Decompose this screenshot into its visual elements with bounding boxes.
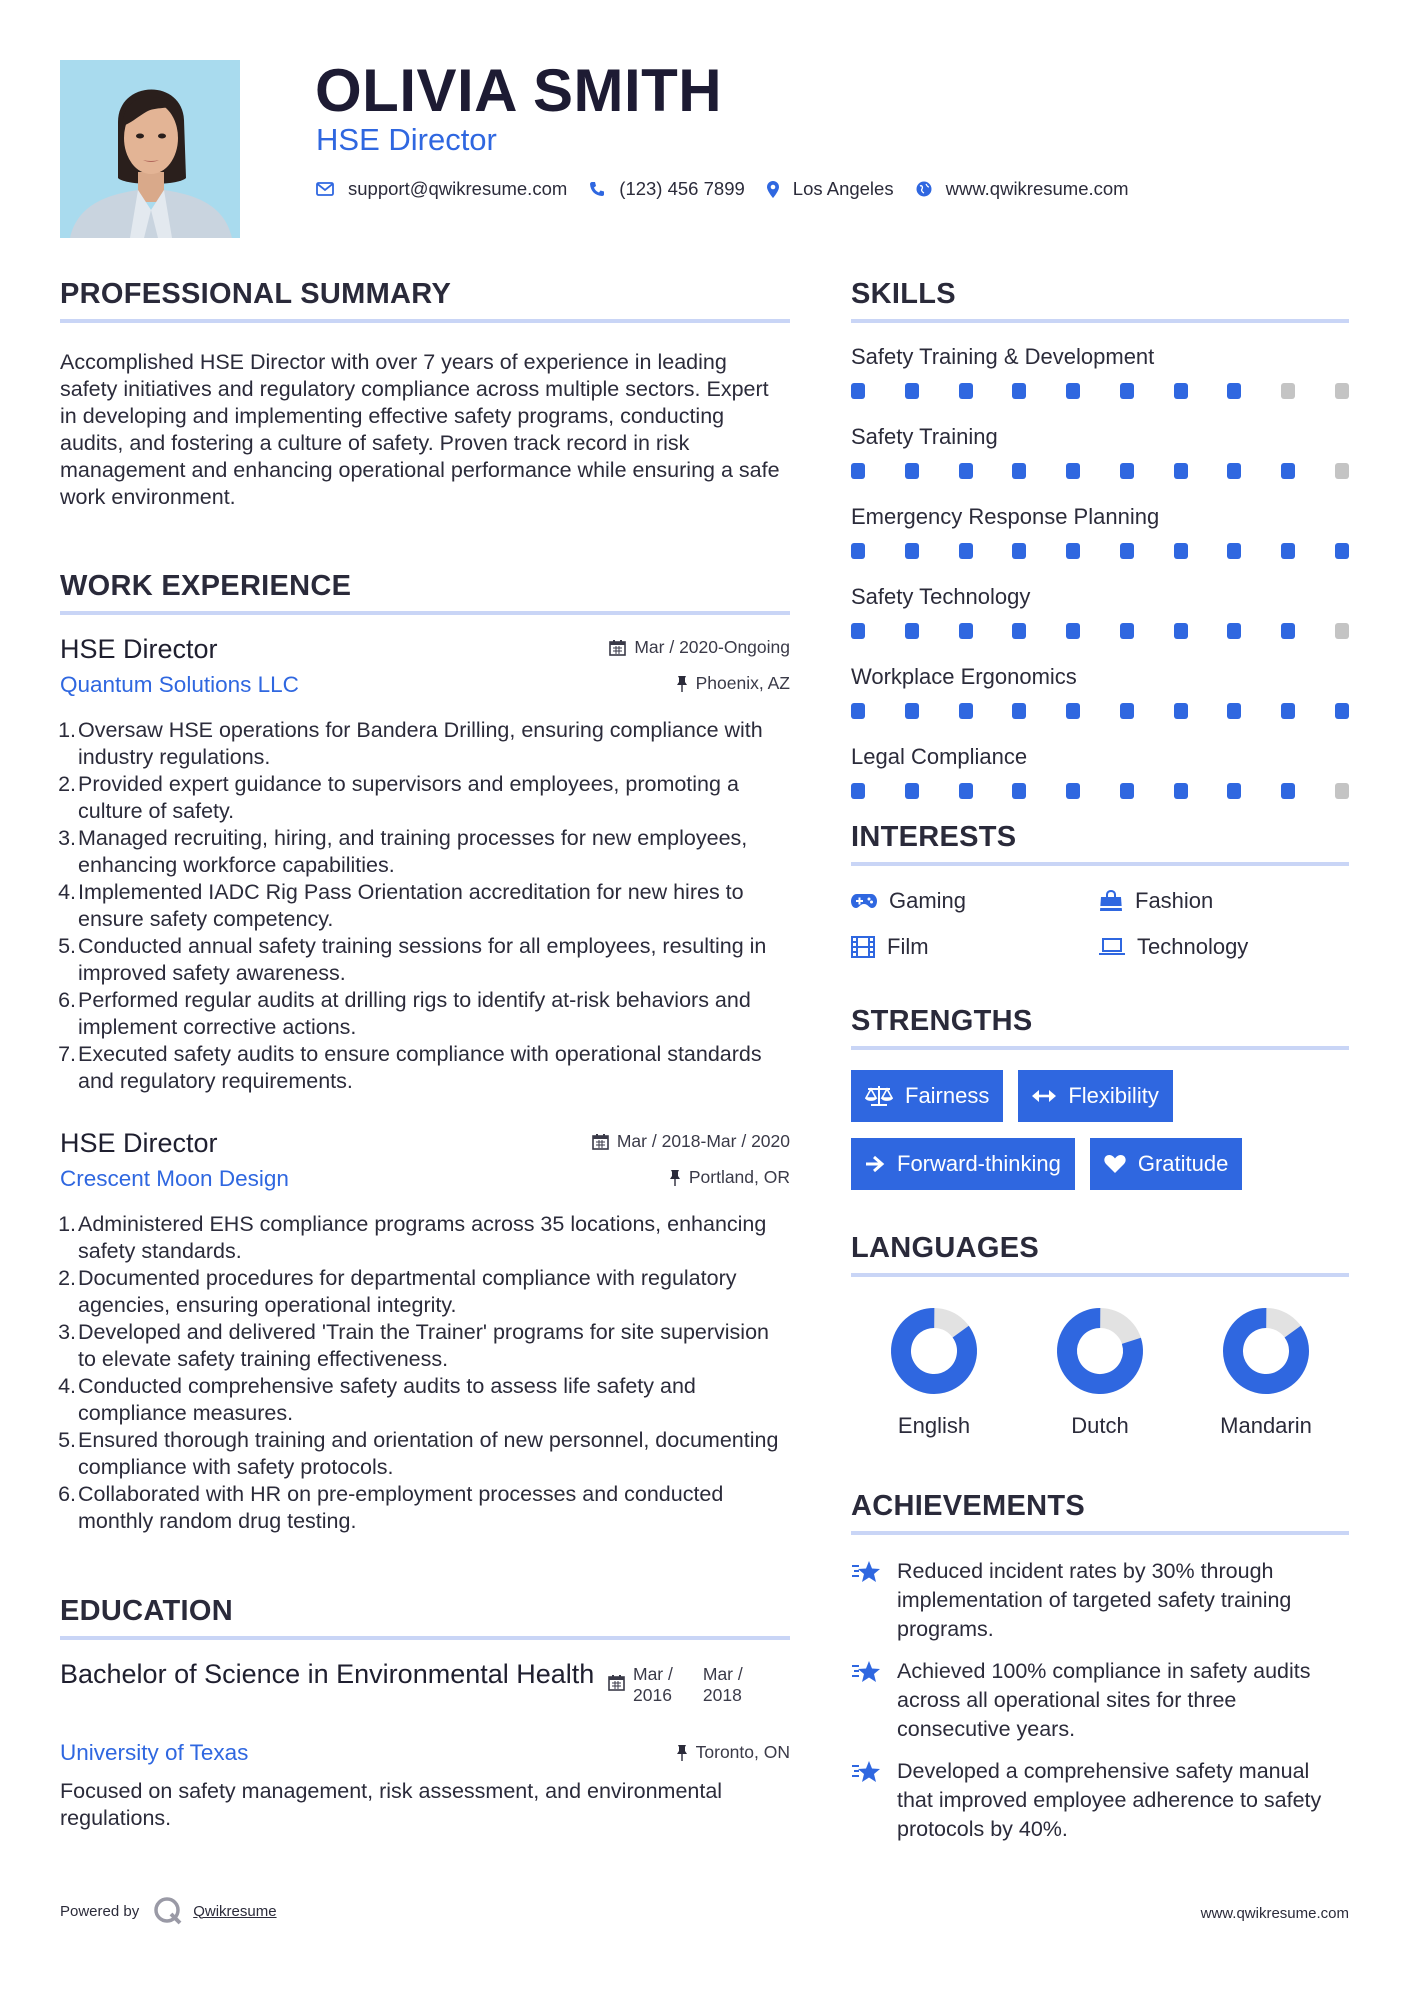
job-company: Crescent Moon Design xyxy=(60,1166,289,1191)
rating-dot-filled xyxy=(1174,703,1188,719)
candidate-title: HSE Director xyxy=(316,122,497,157)
job-company: Quantum Solutions LLC xyxy=(60,672,299,697)
rating-dot-filled xyxy=(1335,543,1349,559)
skill-rating xyxy=(851,623,1349,639)
rating-dot-filled xyxy=(1120,703,1134,719)
education-description: Focused on safety management, risk assessment, and environmental regulations. xyxy=(60,1779,723,1830)
rating-dot-filled xyxy=(905,623,919,639)
interests-section xyxy=(851,820,1349,962)
interest-item xyxy=(1099,932,1349,962)
rating-dot-filled xyxy=(1335,703,1349,719)
rating-dot-filled xyxy=(851,543,865,559)
skills-section xyxy=(851,277,1349,824)
skill-item xyxy=(851,504,1349,559)
skill-name: Safety Training & Development xyxy=(851,344,1155,369)
education-date xyxy=(608,1664,743,1706)
work-heading: WORK EXPERIENCE xyxy=(60,570,352,602)
language-item xyxy=(851,1307,1017,1439)
film-icon xyxy=(851,936,875,958)
skill-item xyxy=(851,584,1349,639)
rating-dot-filled xyxy=(1120,783,1134,799)
job-entry xyxy=(60,633,790,1095)
skill-item xyxy=(851,344,1349,399)
achievements-heading: ACHIEVEMENTS xyxy=(851,1490,1086,1522)
pin-icon xyxy=(669,1169,681,1187)
strength-tag xyxy=(851,1138,1075,1190)
rating-dot-filled xyxy=(1281,543,1295,559)
rating-dot-filled xyxy=(905,783,919,799)
location-text: Los Angeles xyxy=(792,178,894,199)
calendar-icon xyxy=(609,639,626,656)
work-section xyxy=(60,569,790,615)
pin-icon xyxy=(676,1744,688,1762)
candidate-name: OLIVIA SMITH xyxy=(315,57,723,124)
globe-icon xyxy=(916,181,932,197)
skill-name: Emergency Response Planning xyxy=(851,504,1160,529)
language-proficiency-ring xyxy=(1056,1307,1144,1395)
rating-dot-filled xyxy=(1281,783,1295,799)
rating-dot-filled xyxy=(1174,383,1188,399)
skill-rating xyxy=(851,463,1349,479)
rating-dot-filled xyxy=(1066,383,1080,399)
job-date-text: Mar / 2020-Ongoing xyxy=(634,637,790,657)
interest-label: Fashion xyxy=(1135,888,1214,913)
rating-dot-filled xyxy=(851,463,865,479)
rating-dot-filled xyxy=(1227,703,1241,719)
summary-text: Accomplished HSE Director with over 7 years of experience in leading safety initiatives and regulatory compliance across multiple sectors. Expert in developing and implementing effective safety programs, conducting audits, and fostering a culture of safety. Proven track record in risk management and enhancing operational performance while ensuring a safe work environment. xyxy=(60,350,780,509)
contact-email[interactable] xyxy=(316,178,567,200)
rating-dot-empty xyxy=(1335,783,1349,799)
envelope-icon xyxy=(316,182,334,196)
rating-dot-filled xyxy=(959,783,973,799)
rating-dot-filled xyxy=(1174,623,1188,639)
job-date xyxy=(592,1131,790,1152)
skill-item xyxy=(851,744,1349,799)
achievement-text: Reduced incident rates by 30% through implementation of targeted safety training programs. xyxy=(897,1559,1292,1641)
rating-dot-filled xyxy=(1012,703,1026,719)
language-name: Dutch xyxy=(1071,1413,1129,1438)
ring-fill xyxy=(1222,1307,1310,1395)
powered-by-text: Powered by xyxy=(60,1902,140,1920)
education-start-month: Mar / xyxy=(633,1664,673,1684)
rating-dot-filled xyxy=(1012,463,1026,479)
shopping-bag-icon xyxy=(1099,890,1123,912)
summary-divider xyxy=(60,319,790,323)
rating-dot-filled xyxy=(1012,543,1026,559)
job-bullets xyxy=(60,717,790,1095)
pin-icon xyxy=(676,675,688,693)
rating-dot-filled xyxy=(1066,623,1080,639)
rating-dot-empty xyxy=(1281,383,1295,399)
qwikresume-logo-icon xyxy=(153,1896,183,1926)
rating-dot-filled xyxy=(1066,463,1080,479)
skill-rating xyxy=(851,783,1349,799)
skills-heading: SKILLS xyxy=(851,278,956,310)
rating-dot-empty xyxy=(1335,463,1349,479)
star-icon xyxy=(851,1660,883,1684)
skill-rating xyxy=(851,543,1349,559)
language-item xyxy=(1017,1307,1183,1439)
list-item: 7. Executed safety audits to ensure compliance with operational standards and regulatory requirements. xyxy=(58,1042,762,1093)
website-text: www.qwikresume.com xyxy=(945,178,1129,199)
rating-dot-filled xyxy=(851,703,865,719)
gamepad-icon xyxy=(851,893,877,909)
language-proficiency-ring xyxy=(1222,1307,1310,1395)
rating-dot-filled xyxy=(1120,543,1134,559)
arrow-right-icon xyxy=(865,1155,885,1173)
strengths-section xyxy=(851,1004,1349,1206)
list-item: 1. Administered EHS compliance programs across 35 locations, enhancing safety standards. xyxy=(58,1212,767,1263)
education-end-month: Mar / xyxy=(702,1664,743,1684)
skill-name: Legal Compliance xyxy=(851,744,1028,769)
rating-dot-filled xyxy=(1227,783,1241,799)
strength-tag xyxy=(1090,1138,1243,1190)
job-entry xyxy=(60,1127,790,1535)
rating-dot-filled xyxy=(1227,383,1241,399)
job-date xyxy=(609,637,790,658)
rating-dot-filled xyxy=(1120,383,1134,399)
achievement-item xyxy=(851,1557,1349,1644)
footer-website[interactable]: www.qwikresume.com xyxy=(1200,1905,1349,1922)
email-text: support@qwikresume.com xyxy=(348,178,568,199)
profile-photo xyxy=(60,60,240,238)
rating-dot-filled xyxy=(1227,463,1241,479)
rating-dot-filled xyxy=(1227,543,1241,559)
education-entry xyxy=(60,1658,790,1832)
phone-text: (123) 456 7899 xyxy=(619,178,745,199)
strength-label: Gratitude xyxy=(1137,1151,1229,1176)
calendar-icon xyxy=(608,1674,625,1691)
strength-tag xyxy=(851,1070,1003,1122)
list-item: 3. Developed and delivered 'Train the Trainer' programs for site supervision to elevate safety training effectiveness. xyxy=(58,1320,769,1371)
rating-dot-filled xyxy=(1281,623,1295,639)
heart-icon xyxy=(1104,1154,1126,1174)
strength-label: Forward-thinking xyxy=(897,1151,1061,1176)
contact-location xyxy=(767,178,894,200)
list-item: 4. Conducted comprehensive safety audits to assess life safety and compliance measures. xyxy=(58,1374,696,1425)
interest-item xyxy=(1099,886,1349,916)
contact-bar xyxy=(316,178,1151,200)
interest-label: Film xyxy=(887,934,929,959)
rating-dot-filled xyxy=(1012,783,1026,799)
job-location-text: Portland, OR xyxy=(688,1167,790,1187)
rating-dot-empty xyxy=(1335,623,1349,639)
language-name: English xyxy=(897,1413,971,1438)
list-item: 2. Documented procedures for departmental compliance with regulatory agencies, ensuring operational integrity. xyxy=(58,1266,737,1317)
rating-dot-filled xyxy=(1174,463,1188,479)
job-location-text: Phoenix, AZ xyxy=(695,673,790,693)
rating-dot-filled xyxy=(905,383,919,399)
contact-website[interactable] xyxy=(916,178,1129,200)
calendar-icon xyxy=(592,1133,609,1150)
star-icon xyxy=(851,1760,883,1784)
skill-name: Safety Training xyxy=(851,424,998,449)
interest-item xyxy=(851,886,1099,916)
rating-dot-filled xyxy=(1281,463,1295,479)
rating-dot-filled xyxy=(1174,783,1188,799)
strength-tag xyxy=(1018,1070,1172,1122)
education-start-year: 2016 xyxy=(633,1685,672,1705)
languages-heading: LANGUAGES xyxy=(851,1232,1039,1264)
brand-link[interactable]: Qwikresume xyxy=(193,1902,277,1920)
interest-item xyxy=(851,932,1099,962)
rating-dot-filled xyxy=(959,623,973,639)
interest-label: Technology xyxy=(1137,934,1249,959)
arrows-horizontal-icon xyxy=(1032,1089,1056,1103)
strength-label: Fairness xyxy=(905,1083,990,1108)
rating-dot-filled xyxy=(959,703,973,719)
skill-item xyxy=(851,664,1349,719)
strength-label: Flexibility xyxy=(1068,1083,1159,1108)
achievements-divider xyxy=(851,1531,1349,1535)
list-item: 6. Performed regular audits at drilling rigs to identify at-risk behaviors and implement corrective actions. xyxy=(58,988,751,1039)
list-item: 6. Collaborated with HR on pre-employment processes and conducted monthly random drug testing. xyxy=(58,1482,724,1533)
strengths-divider xyxy=(851,1046,1349,1050)
rating-dot-filled xyxy=(905,543,919,559)
skill-name: Workplace Ergonomics xyxy=(851,664,1077,689)
job-title: HSE Director xyxy=(60,1128,218,1158)
education-degree: Bachelor of Science in Environmental Health xyxy=(60,1659,595,1689)
summary-heading: PROFESSIONAL SUMMARY xyxy=(60,278,452,310)
education-school: University of Texas xyxy=(60,1740,249,1765)
list-item: 2. Provided expert guidance to supervisors and employees, promoting a culture of safety. xyxy=(58,772,739,823)
rating-dot-filled xyxy=(905,463,919,479)
rating-dot-filled xyxy=(959,543,973,559)
rating-dot-filled xyxy=(1066,543,1080,559)
education-location-text: Toronto, ON xyxy=(695,1742,790,1762)
interest-label: Gaming xyxy=(889,888,967,913)
list-item: 3. Managed recruiting, hiring, and training processes for new employees, enhancing workforce capabilities. xyxy=(58,826,748,877)
list-item: 5. Ensured thorough training and orientation of new personnel, documenting compliance with safety protocols. xyxy=(58,1428,779,1479)
education-end-year: 2018 xyxy=(702,1685,742,1705)
education-location xyxy=(676,1742,790,1763)
rating-dot-empty xyxy=(1335,383,1349,399)
job-date-text: Mar / 2018-Mar / 2020 xyxy=(616,1131,790,1151)
rating-dot-filled xyxy=(1012,383,1026,399)
job-location xyxy=(676,673,790,694)
achievements-section xyxy=(851,1489,1349,1844)
ring-fill xyxy=(890,1307,978,1395)
star-icon xyxy=(851,1560,883,1584)
rating-dot-filled xyxy=(851,623,865,639)
rating-dot-filled xyxy=(851,383,865,399)
achievement-text: Achieved 100% compliance in safety audits across all operational sites for three consecutive years. xyxy=(897,1659,1311,1741)
rating-dot-filled xyxy=(1066,703,1080,719)
work-divider xyxy=(60,611,790,615)
skills-list xyxy=(851,344,1349,799)
job-bullets xyxy=(60,1211,790,1535)
languages-divider xyxy=(851,1273,1349,1277)
map-marker-icon xyxy=(767,181,779,198)
skill-rating xyxy=(851,703,1349,719)
skill-item xyxy=(851,424,1349,479)
list-item: 5. Conducted annual safety training sessions for all employees, resulting in improved safety awareness. xyxy=(58,934,767,985)
contact-phone[interactable] xyxy=(589,178,745,200)
language-name: Mandarin xyxy=(1220,1413,1312,1438)
footer-powered-by xyxy=(60,1896,277,1926)
rating-dot-filled xyxy=(1012,623,1026,639)
rating-dot-filled xyxy=(905,703,919,719)
summary-section xyxy=(60,277,790,511)
language-item xyxy=(1183,1307,1349,1439)
list-item: 1. Oversaw HSE operations for Bandera Drilling, ensuring compliance with industry regulations. xyxy=(58,718,763,769)
rating-dot-filled xyxy=(851,783,865,799)
education-divider xyxy=(60,1636,790,1640)
rating-dot-filled xyxy=(1281,703,1295,719)
achievement-text: Developed a comprehensive safety manual that improved employee adherence to safety protocols by 40%. xyxy=(897,1759,1322,1841)
job-location xyxy=(669,1167,790,1188)
rating-dot-filled xyxy=(1120,463,1134,479)
balance-scale-icon xyxy=(865,1085,893,1107)
education-section xyxy=(60,1594,790,1640)
skill-name: Safety Technology xyxy=(851,584,1031,609)
laptop-icon xyxy=(1099,938,1125,956)
interests-divider xyxy=(851,862,1349,866)
skill-rating xyxy=(851,383,1349,399)
job-title: HSE Director xyxy=(60,634,218,664)
rating-dot-filled xyxy=(1174,543,1188,559)
rating-dot-filled xyxy=(1120,623,1134,639)
skills-divider xyxy=(851,319,1349,323)
rating-dot-filled xyxy=(1227,623,1241,639)
phone-icon xyxy=(589,181,605,197)
languages-section xyxy=(851,1231,1349,1439)
achievement-item xyxy=(851,1657,1349,1744)
list-item: 4. Implemented IADC Rig Pass Orientation accreditation for new hires to ensure safety competency. xyxy=(58,880,744,931)
rating-dot-filled xyxy=(1066,783,1080,799)
rating-dot-filled xyxy=(959,383,973,399)
strengths-heading: STRENGTHS xyxy=(851,1005,1033,1037)
language-proficiency-ring xyxy=(890,1307,978,1395)
interests-heading: INTERESTS xyxy=(851,821,1017,853)
education-heading: EDUCATION xyxy=(60,1595,233,1627)
rating-dot-filled xyxy=(959,463,973,479)
achievement-item xyxy=(851,1757,1349,1844)
